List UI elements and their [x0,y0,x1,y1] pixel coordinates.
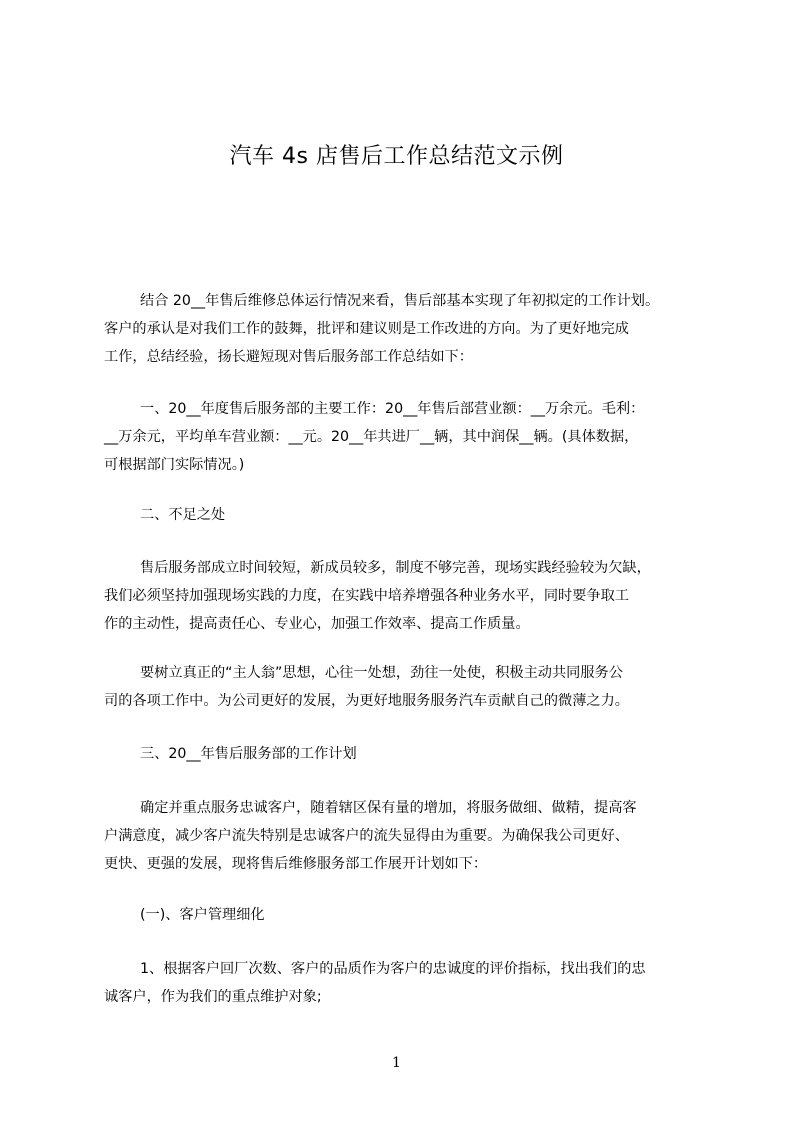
paragraph-customer-loyalty [104,955,724,1011]
paragraph-line: 可根据部门实际情况。) [104,457,245,473]
heading-line: (一)、客户管理细化 [140,907,265,923]
page-number: 1 [392,1055,401,1071]
paragraph-line: __万余元，平均单车营业额：__元。20__年共进厂__辆，其中润保__辆。(具体数据， [104,429,639,445]
paragraph-main-work [104,395,724,479]
paragraph-ownership [104,659,724,715]
paragraph-line: 诚客户，作为我们的重点维护对象; [104,989,322,1005]
paragraph-line: 结合 20__年售后维修总体运行情况来看，售后部基本实现了年初拟定的工作计划。 [140,293,660,309]
paragraph-line: 售后服务部成立时间较短，新成员较多，制度不够完善，现场实践经验较为欠缺， [140,560,651,576]
document-title: 汽车 4s 店售后工作总结范文示例 [229,144,564,169]
paragraph-shortcomings [104,554,724,638]
paragraph-line: 工作，总结经验，扬长避短现对售后服务部工作总结如下： [104,349,473,365]
paragraph-line: 1、根据客户回厂次数、客户的品质作为客户的忠诚度的评价指标，找出我们的忠 [140,961,646,977]
heading-line: 三、20__年售后服务部的工作计划 [140,746,357,762]
section-heading-plan [104,740,724,768]
section-heading-shortcomings [104,501,724,529]
paragraph-line: 要树立真正的“主人翁”思想，心往一处想，劲往一处使，积极主动共同服务公 [140,665,623,681]
subsection-heading-customer [104,901,724,929]
heading-line: 二、不足之处 [140,507,226,523]
paragraph-intro [104,287,724,371]
paragraph-line: 我们必须坚持加强现场实践的力度，在实践中培养增强各种业务水平，同时要争取工 [104,588,629,604]
paragraph-line: 确定并重点服务忠诚客户，随着辖区保有量的增加，将服务做细、做精，提高客 [140,800,637,816]
paragraph-line: 一、20__年度售后服务部的主要工作：20__年售后部营业额：__万余元。毛利： [140,401,645,417]
paragraph-line: 作的主动性，提高责任心、专业心，加强工作效率、提高工作质量。 [104,616,530,632]
paragraph-line: 客户的承认是对我们工作的鼓舞，批评和建议则是工作改进的方向。为了更好地完成 [104,321,629,337]
paragraph-plan [104,794,724,878]
paragraph-line: 户满意度，减少客户流失特别是忠诚客户的流失显得由为重要。为确保我公司更好、 [104,828,629,844]
paragraph-line: 司的各项工作中。为公司更好的发展，为更好地服务服务汽车贡献自己的微薄之力。 [104,693,629,709]
paragraph-line: 更快、更强的发展，现将售后维修服务部工作展开计划如下： [104,856,488,872]
